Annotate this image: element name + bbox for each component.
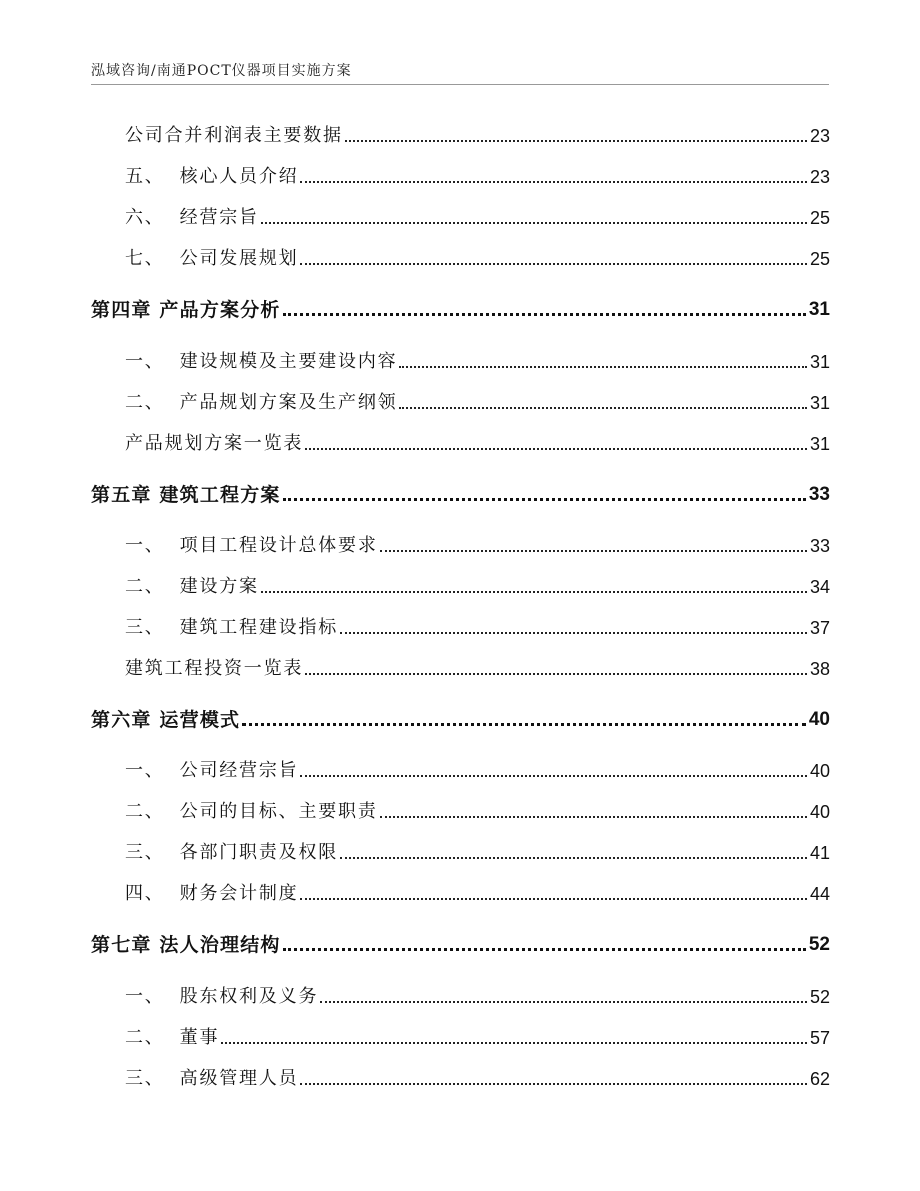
toc-page-number: 40	[808, 709, 830, 730]
toc-page-number: 33	[808, 484, 830, 505]
toc-page-number: 52	[808, 934, 830, 955]
toc-page-number: 44	[809, 884, 830, 904]
running-header: 泓域咨询/南通POCT仪器项目实施方案	[91, 63, 352, 79]
toc-entry[interactable]	[125, 796, 830, 824]
toc-entry[interactable]	[125, 387, 830, 415]
toc-entry-label: 产品规划方案一览表	[125, 433, 304, 454]
toc-entry-label: 三、 高级管理人员	[125, 1068, 299, 1089]
toc-chapter-label: 第五章 建筑工程方案	[91, 484, 281, 506]
toc-entry-label: 三、 各部门职责及权限	[125, 842, 339, 863]
toc-entry[interactable]	[125, 878, 830, 906]
toc-entry[interactable]	[125, 981, 830, 1009]
toc-entry[interactable]	[125, 202, 830, 230]
toc-entry-label: 五、 核心人员介绍	[125, 166, 299, 187]
toc-chapter-label: 第六章 运营模式	[91, 709, 241, 731]
dot-leader	[242, 722, 806, 726]
toc-entry-label: 二、 产品规划方案及生产纲领	[125, 392, 398, 413]
toc-chapter-entry[interactable]	[91, 927, 830, 957]
toc-chapter-label: 第七章 法人治理结构	[91, 934, 281, 956]
dot-leader	[221, 1041, 807, 1044]
header-divider	[91, 84, 829, 85]
toc-entry-label: 建筑工程投资一览表	[125, 658, 304, 679]
dot-leader	[320, 1000, 807, 1003]
toc-entry-label: 二、 董事	[125, 1027, 220, 1048]
toc-entry[interactable]	[125, 161, 830, 189]
toc-page-number: 23	[809, 167, 830, 187]
dot-leader	[340, 856, 807, 859]
dot-leader	[305, 672, 807, 675]
toc-entry[interactable]	[125, 243, 830, 271]
dot-leader	[283, 947, 806, 951]
toc-page-number: 31	[808, 299, 830, 320]
toc-entry-label: 二、 建设方案	[125, 576, 259, 597]
toc-page-number: 52	[809, 987, 830, 1007]
dot-leader	[300, 1082, 807, 1085]
toc-entry[interactable]	[125, 428, 830, 456]
toc-page-number: 34	[809, 577, 830, 597]
toc-entry-label: 四、 财务会计制度	[125, 883, 299, 904]
toc-entry[interactable]	[125, 346, 830, 374]
toc-chapter-entry[interactable]	[91, 477, 830, 507]
toc-entry[interactable]	[125, 612, 830, 640]
toc-entry[interactable]	[125, 120, 830, 148]
dot-leader	[399, 365, 807, 368]
dot-leader	[261, 221, 807, 224]
dot-leader	[345, 139, 807, 142]
toc-entry-label: 公司合并利润表主要数据	[125, 125, 343, 146]
toc-page-number: 31	[809, 434, 830, 454]
toc-entry-label: 二、 公司的目标、主要职责	[125, 801, 378, 822]
toc-page-number: 40	[809, 802, 830, 822]
dot-leader	[380, 815, 807, 818]
toc-entry[interactable]	[125, 1022, 830, 1050]
toc-page-number: 38	[809, 659, 830, 679]
toc-page-number: 57	[809, 1028, 830, 1048]
toc-chapter-entry[interactable]	[91, 292, 830, 322]
dot-leader	[300, 180, 807, 183]
dot-leader	[399, 406, 807, 409]
toc-entry[interactable]	[125, 530, 830, 558]
toc-entry[interactable]	[125, 755, 830, 783]
toc-page-number: 31	[809, 393, 830, 413]
toc-entry[interactable]	[125, 837, 830, 865]
toc-chapter-entry[interactable]	[91, 702, 830, 732]
toc-page-number: 25	[809, 249, 830, 269]
toc-page-number: 25	[809, 208, 830, 228]
toc-entry-label: 一、 公司经营宗旨	[125, 760, 299, 781]
dot-leader	[300, 897, 807, 900]
dot-leader	[300, 262, 807, 265]
toc-page-number: 40	[809, 761, 830, 781]
toc-entry[interactable]	[125, 1063, 830, 1091]
toc-page-number: 33	[809, 536, 830, 556]
toc-page-number: 23	[809, 126, 830, 146]
dot-leader	[300, 774, 807, 777]
toc-entry-label: 三、 建筑工程建设指标	[125, 617, 339, 638]
dot-leader	[305, 447, 807, 450]
dot-leader	[340, 631, 807, 634]
dot-leader	[380, 549, 807, 552]
toc-entry-label: 一、 项目工程设计总体要求	[125, 535, 378, 556]
toc-entry-label: 一、 建设规模及主要建设内容	[125, 351, 398, 372]
toc-entry[interactable]	[125, 653, 830, 681]
dot-leader	[261, 590, 807, 593]
dot-leader	[283, 497, 806, 501]
toc-entry-label: 一、 股东权利及义务	[125, 986, 319, 1007]
toc-entry-label: 七、 公司发展规划	[125, 248, 299, 269]
toc-entry-label: 六、 经营宗旨	[125, 207, 259, 228]
toc-chapter-label: 第四章 产品方案分析	[91, 299, 281, 321]
toc-entry[interactable]	[125, 571, 830, 599]
toc-page-number: 31	[809, 352, 830, 372]
toc-page-number: 37	[809, 618, 830, 638]
toc-page-number: 62	[809, 1069, 830, 1089]
toc-page-number: 41	[809, 843, 830, 863]
dot-leader	[283, 312, 806, 316]
